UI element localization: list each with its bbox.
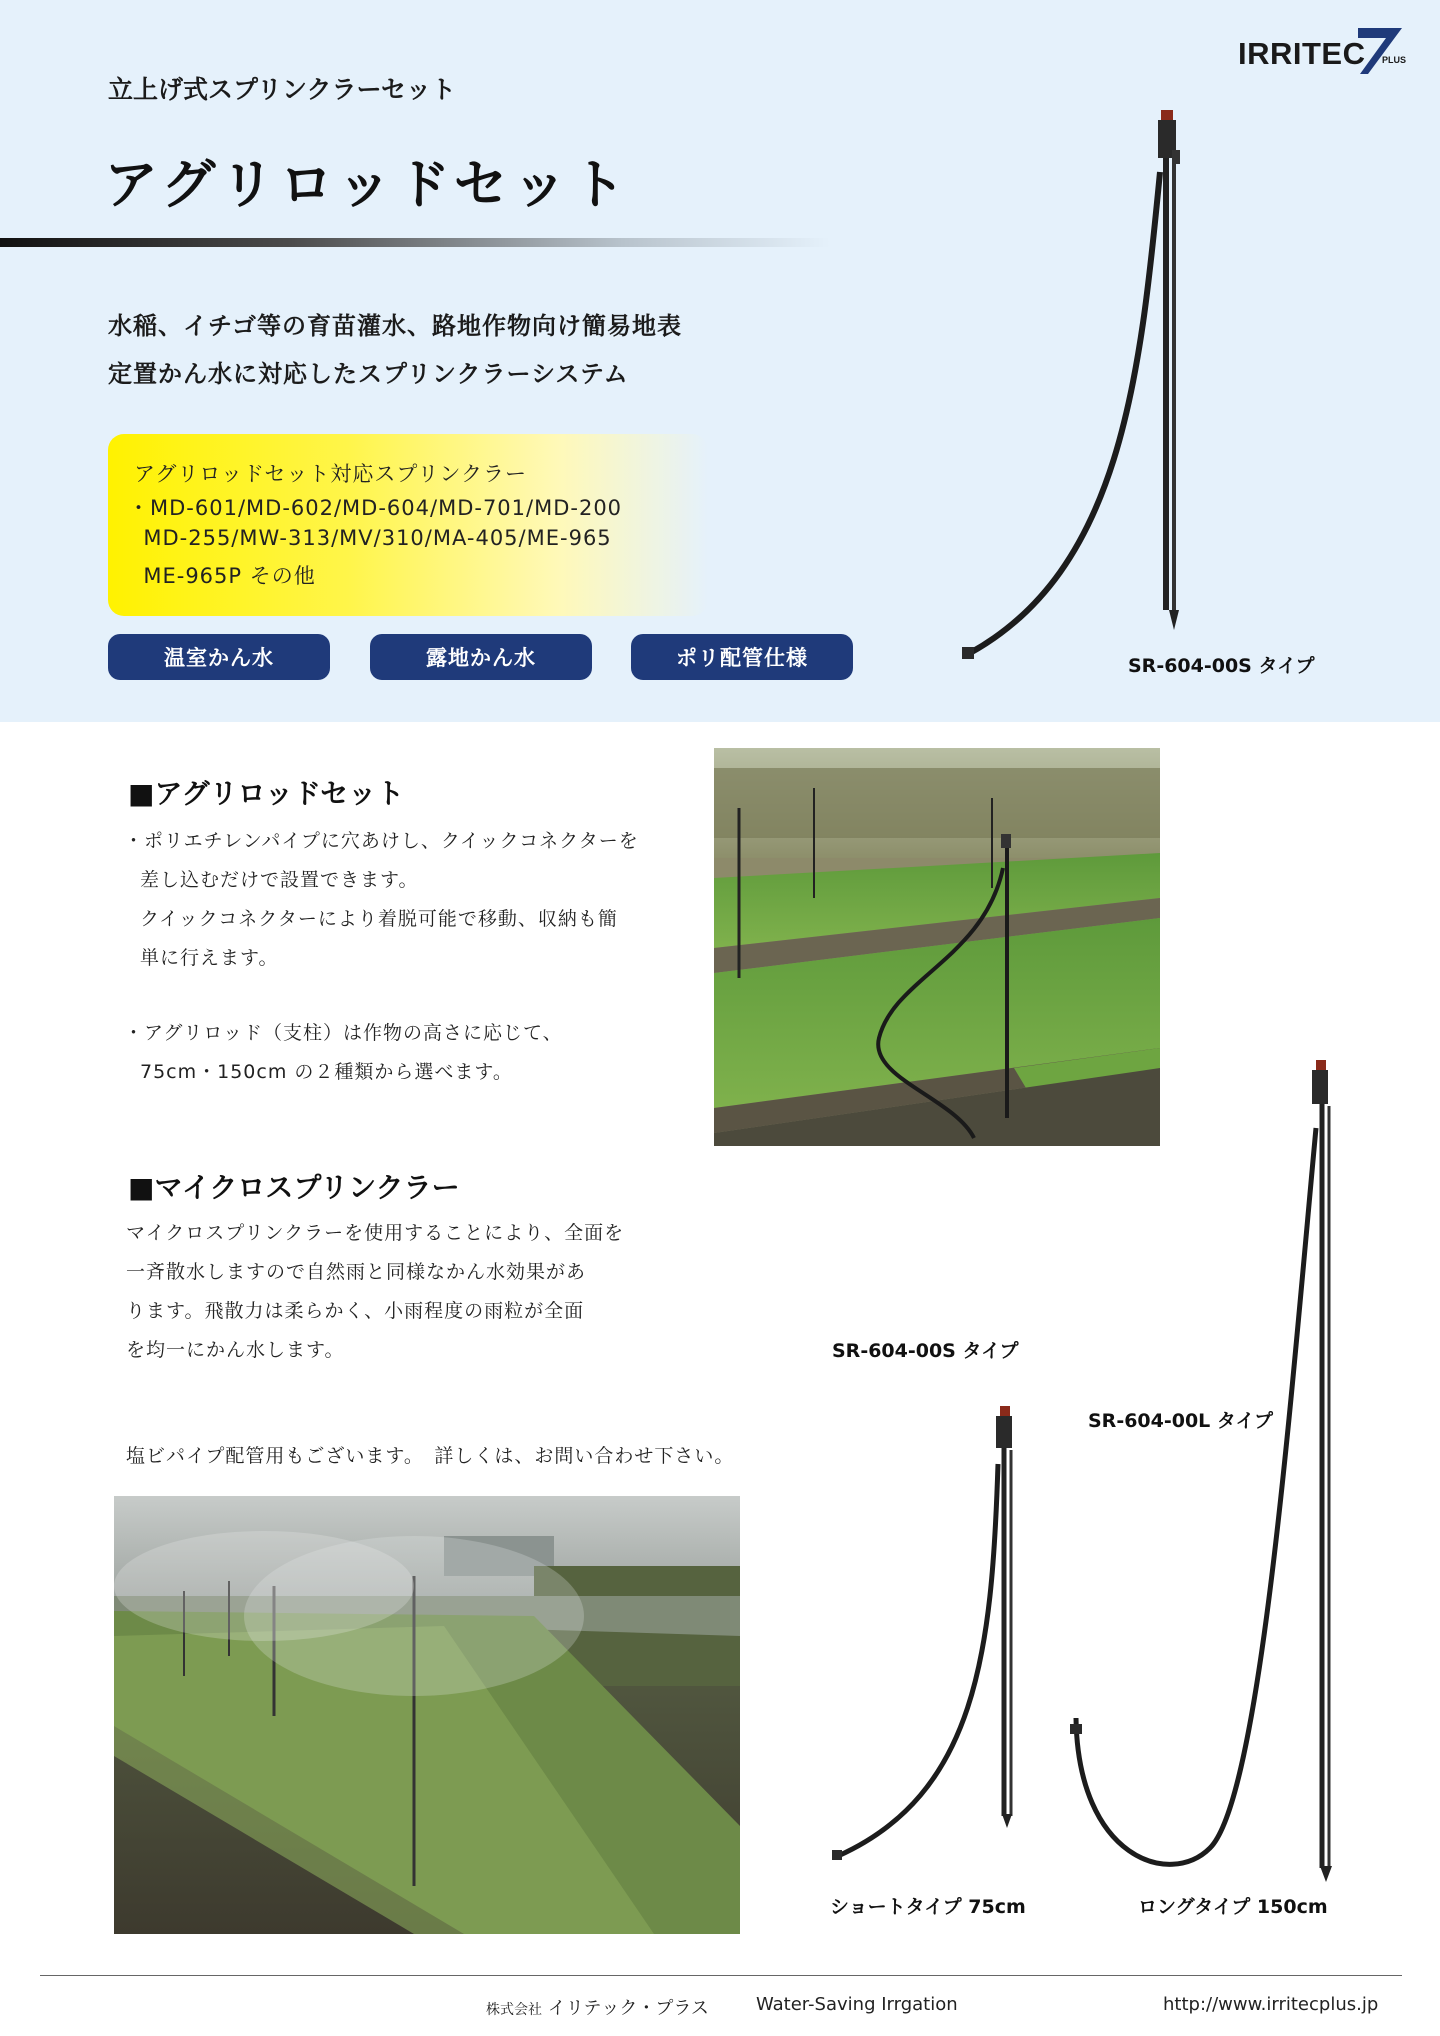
footer-company: [486, 1994, 709, 2020]
body-line: マイクロスプリンクラーを使用することにより、全面を: [126, 1222, 625, 1244]
short-length-label: ショートタイプ 75cm: [830, 1896, 1026, 1918]
body-line: クイックコネクターにより着脱可能で移動、収納も簡: [140, 908, 618, 930]
short-model-label: SR-604-00S タイプ: [832, 1340, 1019, 1362]
body-line: 一斉散水しますので自然雨と同様なかん水効果があ: [126, 1261, 587, 1283]
body-line: ・ポリエチレンパイプに穴あけし、クイックコネクターを: [124, 830, 639, 852]
tag-greenhouse-irrigation: 温室かん水: [108, 634, 330, 680]
compatible-heading: アグリロッドセット対応スプリンクラー: [134, 462, 528, 486]
title-underline: [0, 238, 830, 247]
tag-poly-piping: ポリ配管仕様: [631, 634, 853, 680]
lead-line: 定置かん水に対応したスプリンクラーシステム: [108, 360, 629, 388]
tag-open-field-irrigation: 露地かん水: [370, 634, 592, 680]
pvc-note: 塩ビパイプ配管用もございます。 詳しくは、お問い合わせ下さい。: [126, 1445, 735, 1467]
compatible-sprinklers-box: [108, 434, 708, 616]
company-name: イリテック・プラス: [547, 1998, 709, 2019]
section-heading-agri-rod: ■アグリロッドセット: [128, 777, 405, 810]
body-line: ります。飛散力は柔らかく、小雨程度の雨粒が全面: [126, 1300, 585, 1322]
logo-mark-icon: [1350, 24, 1410, 78]
page-subtitle: 立上げ式スプリンクラーセット: [108, 75, 457, 104]
hero-product-caption: SR-604-00S タイプ: [1128, 655, 1315, 677]
body-line: 単に行えます。: [140, 947, 279, 969]
compatible-models: ME-965P その他: [128, 564, 316, 588]
section-heading-micro-sprinkler: ■マイクロスプリンクラー: [128, 1171, 460, 1204]
agri-rod-short-product: [826, 1404, 1026, 1864]
footer-url-link[interactable]: http://www.irritecplus.jp: [1163, 1994, 1379, 2015]
long-length-label: ロングタイプ 150cm: [1138, 1896, 1328, 1918]
agri-rod-long-product: [1060, 1058, 1350, 1888]
logo-sub: PLUS: [1382, 55, 1407, 65]
body-line: ・アグリロッド（支柱）は作物の高さに応じて、: [124, 1022, 563, 1044]
body-line: 差し込むだけで設置できます。: [140, 869, 419, 891]
irritec-logo: [1238, 24, 1410, 78]
logo-text: IRRITEC: [1238, 36, 1366, 71]
long-model-label: SR-604-00L タイプ: [1088, 1410, 1273, 1432]
body-line: 75cm・150cm の２種類から選べます。: [140, 1061, 513, 1083]
hero-banner: [0, 0, 1440, 722]
compatible-models: ・MD-601/MD-602/MD-604/MD-701/MD-200: [128, 496, 623, 520]
agri-rod-short-illustration: [950, 100, 1210, 670]
vegetable-field-photo: [114, 1496, 740, 1934]
body-line: を均一にかん水します。: [126, 1339, 345, 1361]
company-prefix: 株式会社: [486, 2002, 542, 2018]
footer-divider: [40, 1975, 1402, 1976]
page-title: アグリロッドセット: [104, 152, 631, 216]
footer-tagline: Water-Saving Irrgation: [756, 1994, 958, 2015]
compatible-models: MD-255/MW-313/MV/310/MA-405/ME-965: [128, 526, 612, 550]
lead-line: 水稲、イチゴ等の育苗灌水、路地作物向け簡易地表: [108, 312, 683, 340]
